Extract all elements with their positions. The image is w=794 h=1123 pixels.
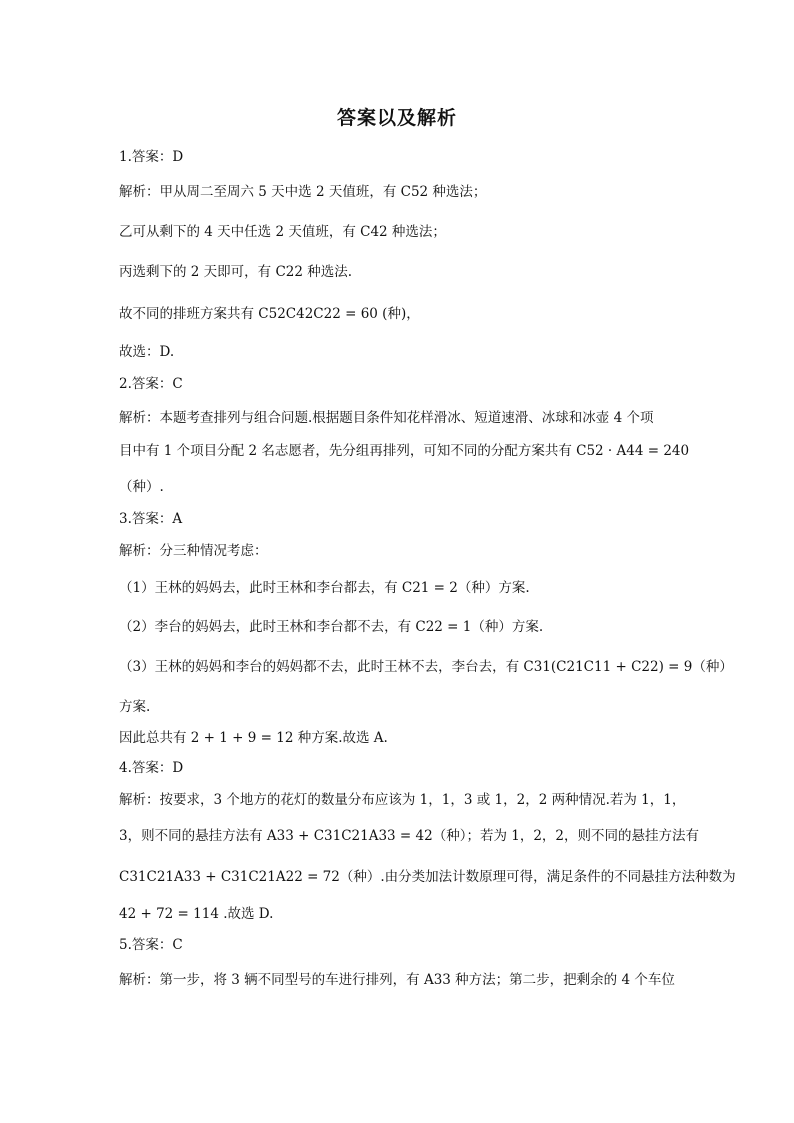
answer-1-explanation-line-3: 丙选剩下的 2 天即可，有 C22 种选法.: [119, 264, 353, 280]
page-title: 答案以及解析: [336, 107, 457, 129]
answer-1-explanation-line-4: 故不同的排班方案共有 C52C42C22 = 60 (种)，: [119, 306, 420, 322]
answer-3-case-3: （3）王林的妈妈和李台的妈妈都不去，此时王林不去，李台去，有 C31(C21C11 + C22) = 9（种）: [119, 659, 733, 675]
answer-5-label: 5.答案：C: [119, 937, 183, 953]
answer-3-explanation-intro: 解析：分三种情况考虑：: [119, 543, 268, 559]
answer-1-explanation-line-1: 解析：甲从周二至周六 5 天中选 2 天值班，有 C52 种选法；: [119, 184, 487, 200]
answer-4-explanation-line-2: 3，则不同的悬挂方法有 A33 + C31C21A33 = 42（种）；若为 1，2，2，则不同的悬挂方法有: [119, 828, 700, 844]
answer-3-case-1: （1）王林的妈妈去，此时王林和李台都去，有 C21 = 2（种）方案.: [119, 580, 530, 596]
answer-4-explanation-line-4: 42 + 72 = 114 .故选 D.: [119, 906, 274, 922]
answer-2-label: 2.答案：C: [119, 376, 183, 392]
answer-3-label: 3.答案：A: [119, 511, 183, 527]
answer-1-conclusion: 故选：D.: [119, 344, 175, 360]
answer-3-case-2: （2）李台的妈妈去，此时王林和李台都不去，有 C22 = 1（种）方案.: [119, 619, 544, 635]
answer-2-explanation-line-1: 解析：本题考查排列与组合问题.根据题目条件知花样滑冰、短道速滑、冰球和冰壶 4 个项: [119, 410, 654, 426]
answer-5-explanation-line-1: 解析：第一步，将 3 辆不同型号的车进行排列，有 A33 种方法；第二步，把剩余的 4 个车位: [119, 972, 675, 988]
answer-1-explanation-line-2: 乙可从剩下的 4 天中任选 2 天值班，有 C42 种选法；: [119, 224, 446, 240]
answer-2-explanation-line-2: 目中有 1 个项目分配 2 名志愿者，先分组再排列，可知不同的分配方案共有 C52 · A44 = 240: [119, 443, 690, 459]
answer-3-conclusion: 因此总共有 2 + 1 + 9 = 12 种方案.故选 A.: [119, 730, 388, 746]
answer-4-explanation-line-1: 解析：按要求，3 个地方的花灯的数量分布应该为 1，1，3 或 1，2，2 两种情况.若为 1，1，: [119, 792, 686, 808]
answer-4-explanation-line-3: C31C21A33 + C31C21A22 = 72（种）.由分类加法计数原理可得，满足条件的不同悬挂方法种数为: [119, 869, 736, 885]
answer-3-case-3-cont: 方案.: [119, 699, 151, 715]
answer-2-explanation-line-3: （种）.: [119, 479, 164, 495]
answer-4-label: 4.答案：D: [119, 760, 184, 776]
answer-1-label: 1.答案：D: [119, 149, 184, 165]
